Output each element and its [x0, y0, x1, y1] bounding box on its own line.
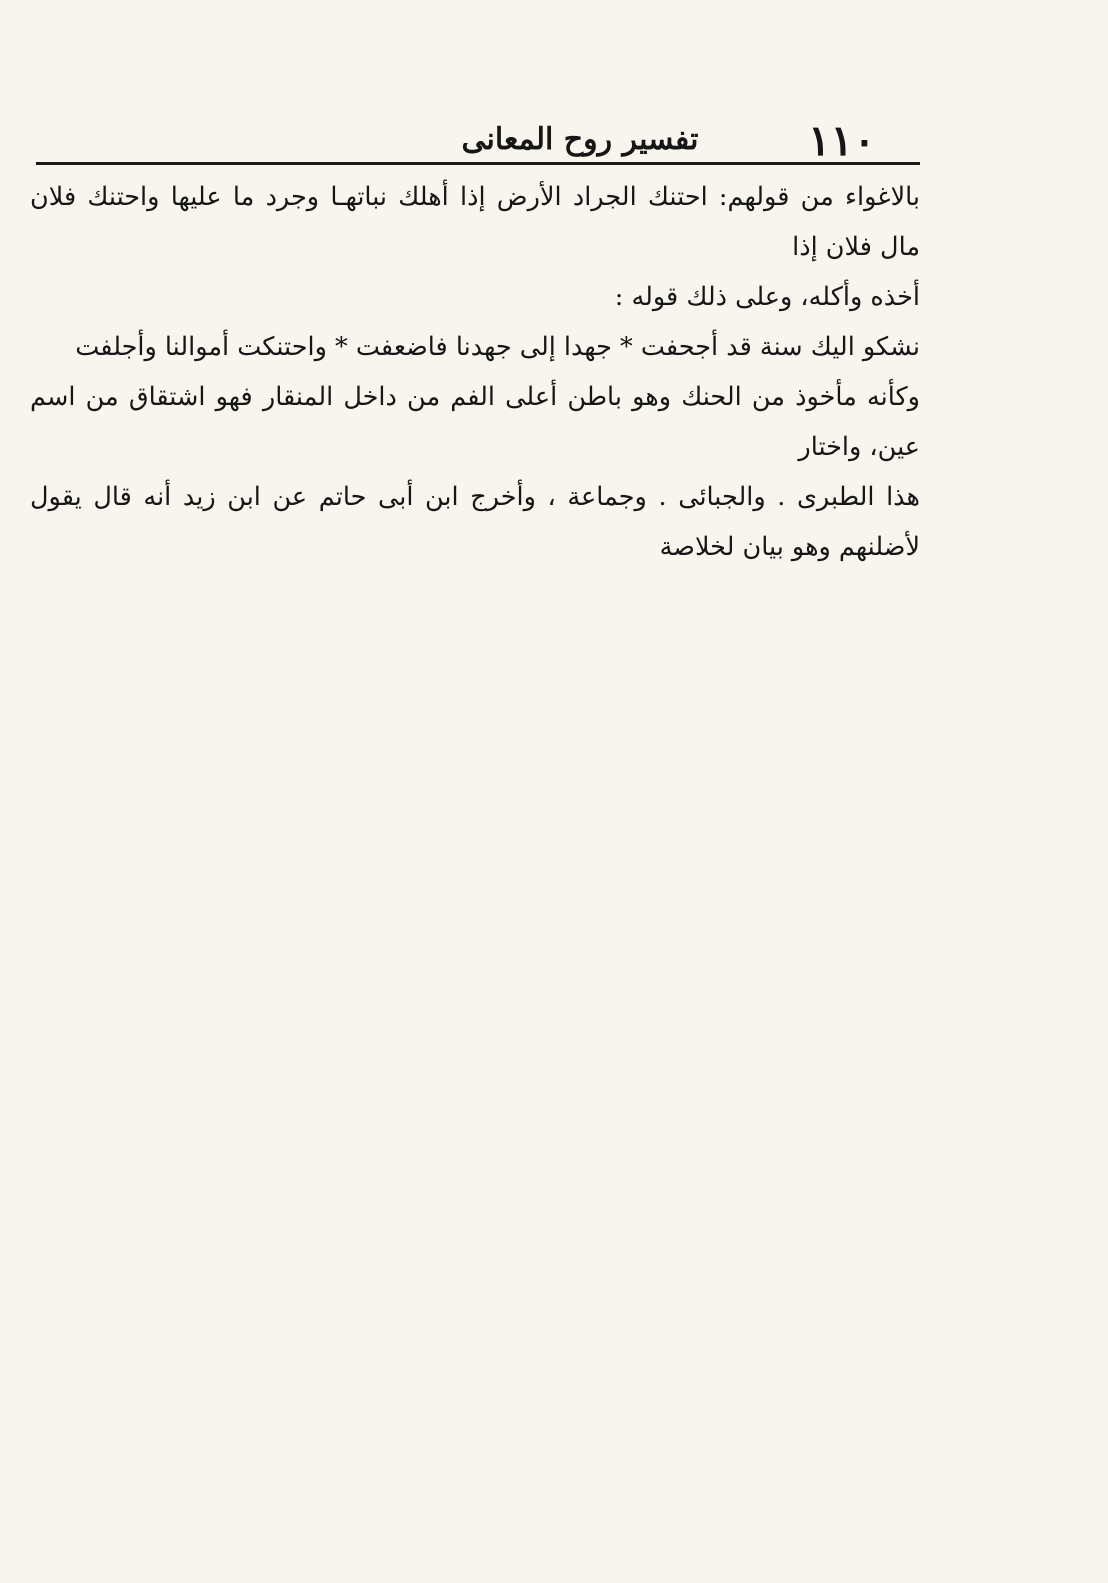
text-line: وكأنه مأخوذ من الحنك وهو باطن أعلى الفم من داخل المنقار فهو اشتقاق من اسم عين، واختار — [30, 382, 920, 462]
page-number: ١١٠ — [808, 116, 876, 165]
text-line: بالاغواء من قولهم: احتنك الجراد الأرض إذا أهلك نباتهـا وجرد ما عليها واحتنك فلان مال فلان إذا — [30, 182, 920, 262]
text-line: أخذه وأكله، وعلى ذلك قوله : — [614, 282, 920, 312]
running-title: تفسير روح المعانى — [461, 122, 699, 157]
header-rule — [36, 162, 920, 165]
page-header — [0, 116, 1108, 165]
body-text — [30, 172, 920, 572]
verse-line: نشكو اليك سنة قد أجحفت * جهدا إلى جهدنا فاضعفت * واحتنكت أموالنا وأجلفت — [75, 332, 920, 362]
text-line: هذا الطبرى . والجبائى . وجماعة ، وأخرج ابن أبى حاتم عن ابن زيد أنه قال يقول لأضلنهم وهو بيان لخلاصة — [30, 482, 920, 562]
